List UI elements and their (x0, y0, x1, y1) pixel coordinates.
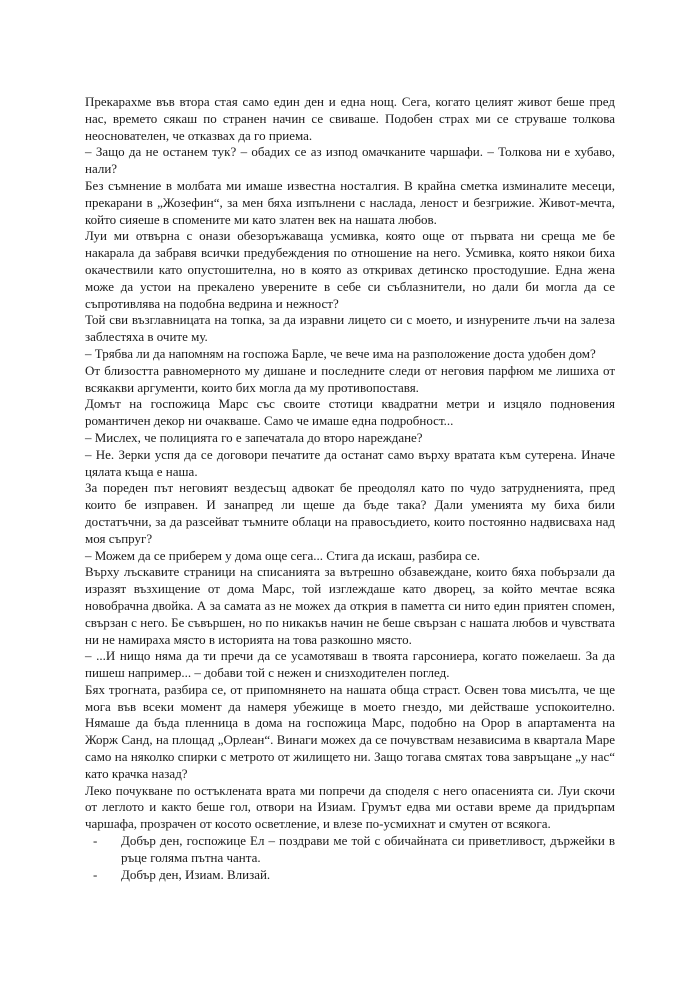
paragraph: За пореден път неговият вездесъщ адвокат бе преодолял като по чудо затрудненията, пред които бе изправен. И занапред ли щеше да бъде така? Дали уменията му биха били достатъчни, за да разсейват тъмните облаци на правосъдието, които постоянно надвисваха над моя съпруг? (85, 480, 615, 546)
paragraph: Домът на госпожица Марс със своите стотици квадратни метри и изцяло подновения романтичен декор ни очакваше. Само че имаше една подробност... (85, 396, 615, 429)
paragraph: – Можем да се приберем у дома още сега... Стига да искаш, разбира се. (85, 547, 480, 563)
list-dash: - (93, 833, 98, 849)
paragraph: Върху лъскавите страници на списанията за вътрешно обзавеждане, които бяха побързали да изразят възхищение от дома Марс, той изглеждаше като дворец, за който мечтае всяка новобрачна двойка. А за самата аз не можех да открия в паметта си нито един приятен спомен, свързан с него. Бе съвършен, но по никакъв начин не беше свързан с нашата любов и чувствата ни не намираха място в историята на това разкошно място. (85, 564, 615, 647)
dialogue-item (85, 867, 615, 884)
paragraph: Леко почукване по остъклената врата ми попречи да споделя с него опасенията си. Луи скочи от леглото и както беше гол, отвори на Изиам. Грумът едва ми остави време да придърпам чаршафа, прозрачен от косото осветление, и влезе по-усмихнат и смутен от всякога. (85, 782, 615, 832)
dialogue-item (85, 833, 615, 867)
paragraph: – Не. Зерки успя да се договори печатите да останат само върху вратата към сутерена. Иначе цялата къща е наша. (85, 446, 615, 479)
paragraph: Той сви възглавницата на топка, за да изравни лицето си с моето, и изнурените лъчи на залеза заблестяха в очите му. (85, 312, 615, 345)
dialogue-text: Добър ден, госпожице Ел – поздрави ме той с обичайната си приветливост, държейки в ръце голяма пътна чанта. (121, 833, 615, 865)
dialogue-text: Добър ден, Изиам. Влизай. (121, 866, 271, 882)
paragraph: – Мислех, че полицията го е запечатала до второ нареждане? (85, 429, 423, 445)
document-page (85, 94, 615, 883)
paragraph: Прекарахме във втора стая само един ден и една нощ. Сега, когато целият живот беше пред нас, времето сякаш по странен начин се свиваше. Подобен страх ми се струваше толкова неоснователен, че отказвах да го приема. (85, 94, 615, 143)
body-text (85, 94, 615, 833)
paragraph: – ...И нищо няма да ти пречи да се усамотяваш в твоята гарсониера, когато пожелаеш. За да пишеш например... – добави той с нежен и снизходителен поглед. (85, 648, 615, 681)
paragraph: Бях трогната, разбира се, от припомнянето на нашата обща страст. Освен това мисълта, че ще мога във всеки момент да намеря убежище в моето гнездо, ми действаше успокоително. Нямаше да бъда пленница в дома на госпожица Марс, подобно на Орор в апартамента на Жорж Санд, на площад „Орлеан“. Винаги можех да се почувствам независима в квартала Маре само на няколко спирки с метрото от жилището ни. Защо тогава смятах това завръщане „у нас“ като крачка назад? (85, 681, 615, 781)
paragraph: Без съмнение в молбата ми имаше известна носталгия. В крайна сметка изминалите месеци, прекарани в „Жозефин“, за мен бяха изпълнени с наслада, леност и безгрижие. Живот-мечта, който сияеше в спомените ми като златен век на нашата любов. (85, 177, 615, 227)
list-dash: - (93, 866, 98, 882)
paragraph: – Защо да не останем тук? – обадих се аз изпод омачканите чаршафи. – Толкова ни е хубаво, нали? (85, 144, 615, 177)
paragraph: – Трябва ли да напомням на госпожа Барле, че вече има на разположение доста удобен дом? (85, 345, 596, 361)
paragraph: От близостта равномерното му дишане и последните следи от неговия парфюм ме лишиха от всякакви аргументи, които бих могла да му противопоставя. (85, 362, 615, 395)
paragraph: Луи ми отвърна с онази обезоръжаваща усмивка, която още от първата ни среща ме бе накарала да забравя всички предубеждения по отношение на него. Усмивка, която някои биха окачествили като опустошителна, но в която аз откривах детинско простодушие. Една жена може да устои на прекалено уверените в себе си съблазнители, но дали би могла да се съпротивлява на подобна ведрина и нежност? (85, 228, 615, 311)
dialogue-list (85, 833, 615, 883)
